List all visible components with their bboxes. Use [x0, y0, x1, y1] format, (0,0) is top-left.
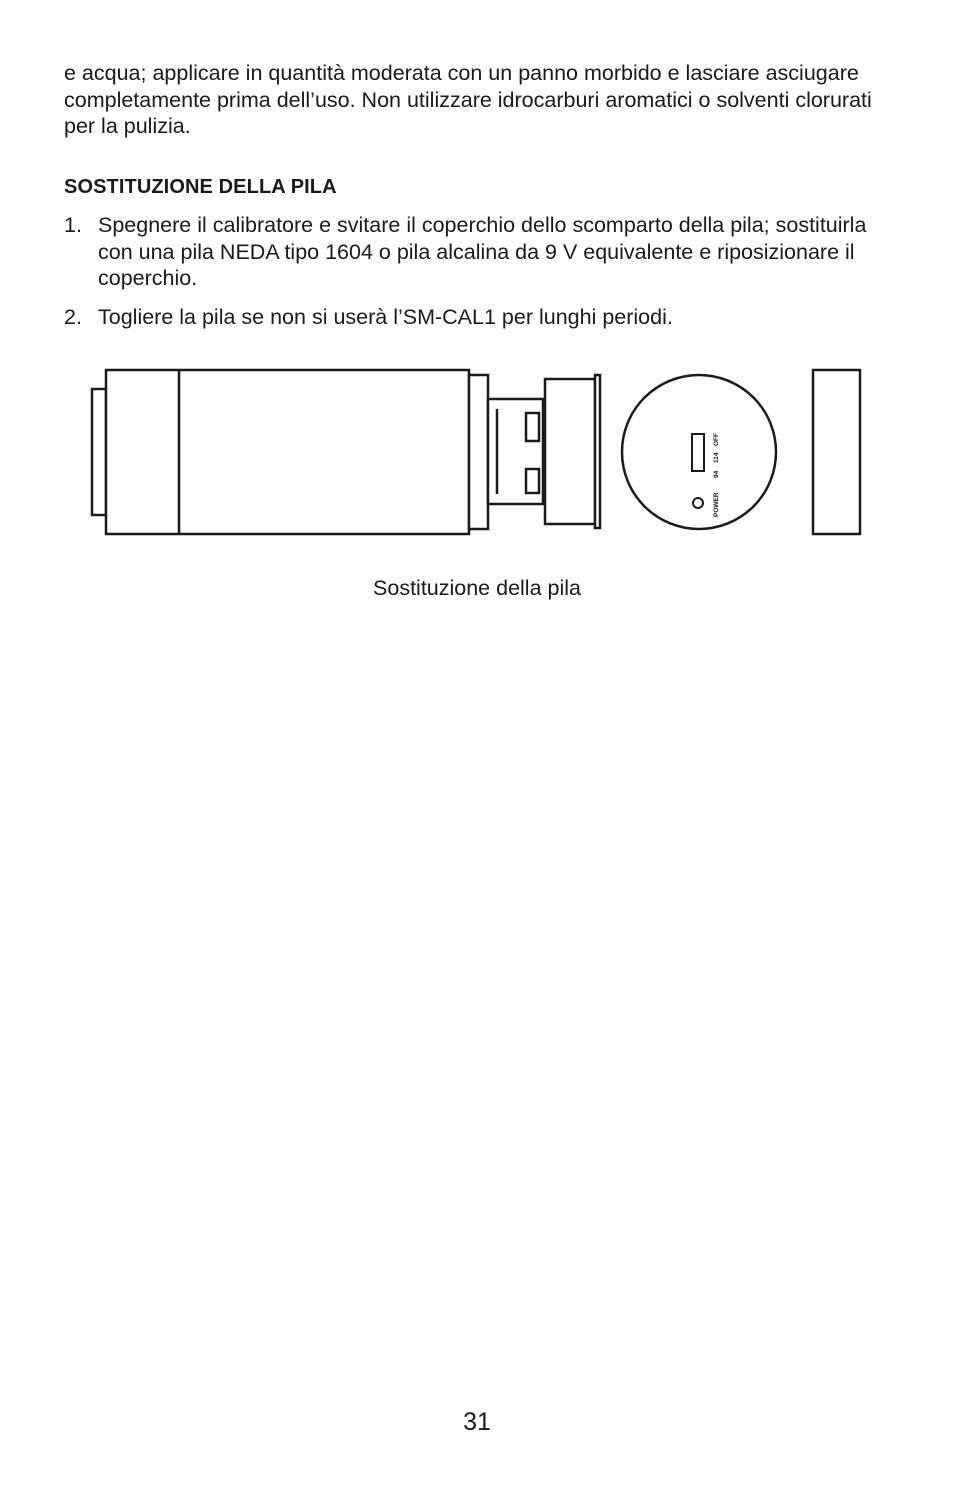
battery-terminal-bottom: [526, 469, 539, 493]
page-number: 31: [463, 1408, 491, 1436]
mode-switch: [692, 434, 704, 471]
power-led: [693, 498, 703, 508]
figure-caption: Sostituzione della pila: [373, 576, 581, 600]
power-label: POWER: [713, 492, 720, 517]
steps-list: [64, 212, 894, 342]
list-item: [64, 304, 894, 331]
step-text: Spegnere il calibratore e svitare il coperchio dello scomparto della pila; sostituirla con una pila NEDA tipo 1604 o pila alcalina da 9 V equivalente e riposizionare il coperchio.: [98, 213, 867, 290]
step-number: 1.: [64, 213, 82, 237]
switch-label-94: 94: [713, 470, 720, 478]
calibrator-body: [106, 370, 469, 534]
battery-cover: [545, 379, 595, 524]
switch-label-off: OFF: [713, 433, 720, 446]
list-item: [64, 212, 894, 292]
step-number: 2.: [64, 304, 82, 329]
intro-paragraph: e acqua; applicare in quantità moderata con un panno morbido e lasciare asciugare completamente prima dell’uso. Non utilizzare idrocarburi aromatici o solventi clorurati per la pulizia.: [64, 61, 872, 138]
battery-cover-rim: [595, 375, 600, 528]
calibrator-front-rim: [469, 375, 488, 529]
calibrator-end-cap: [92, 389, 106, 515]
section-heading: SOSTITUZIONE DELLA PILA: [64, 176, 337, 198]
switch-label-114: 114: [713, 452, 720, 463]
battery-replacement-illustration: [80, 360, 880, 550]
step-text: Togliere la pila se non si userà l’SM-CAL1 per lunghi periodi.: [98, 304, 673, 329]
battery-terminal-top: [526, 413, 539, 441]
cover-side-view: [813, 370, 860, 534]
